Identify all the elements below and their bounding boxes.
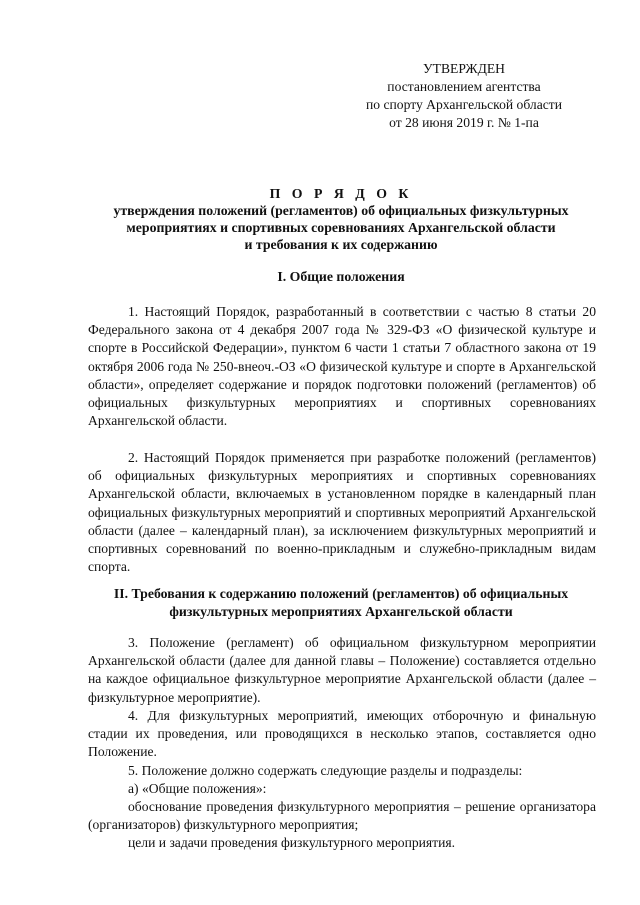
document-title <box>88 185 594 253</box>
title-line-2: мероприятиях и спортивных соревнованиях Архангельской области <box>126 220 556 235</box>
approval-line-1: постановлением агентства <box>387 79 541 94</box>
paragraph-5b: обоснование проведения физкультурного мероприятия – решение организатора (организаторов) физкультурного мероприятия; <box>88 799 596 833</box>
approval-line-2: по спорту Архангельской области <box>366 97 562 112</box>
paragraph-4: 4. Для физкультурных мероприятий, имеющих отборочную и финальную стадии их проведения, или проводящихся в несколько этапов, составляется одно Положение. <box>88 708 596 760</box>
paragraph-2: 2. Настоящий Порядок применяется при разработке положений (регламентов) об официальных физкультурных мероприятиях и спортивных соревнованиях Архангельской области, включаемых в установленном порядке в календарный план официальных физкультурных мероприятий и спортивных мероприятий Архангельской области (далее – календарный план), за исключением физкультурных мероприятий и спортивных соревнований по военно-прикладным и служебно-прикладным видам спорта. <box>88 450 596 575</box>
title-line-3: и требования к их содержанию <box>244 237 438 252</box>
section-2-heading-line-1: II. Требования к содержанию положений (регламентов) об официальных <box>113 586 569 601</box>
approval-heading: УТВЕРЖДЕН <box>423 61 505 76</box>
approval-stamp <box>344 60 584 132</box>
approval-line-3: от 28 июня 2019 г. № 1-па <box>389 115 539 130</box>
paragraph-5a: а) «Общие положения»: <box>128 781 267 796</box>
paragraph-5c: цели и задачи проведения физкультурного мероприятия. <box>128 835 456 850</box>
paragraph-3: 3. Положение (регламент) об официальном физкультурном мероприятии Архангельской области (далее для данной главы – Положение) составляется отдельно на каждое официальное физкультурное мероприятие Архангельской области (далее – физкультурное мероприятие). <box>88 635 596 705</box>
section-1-heading: I. Общие положения <box>277 269 405 284</box>
section-2-heading-line-2: физкультурных мероприятиях Архангельской области <box>169 604 513 619</box>
title-main: П О Р Я Д О К <box>269 186 413 201</box>
paragraph-5: 5. Положение должно содержать следующие разделы и подразделы: <box>128 763 523 778</box>
section-2-heading <box>88 585 594 621</box>
title-line-1: утверждения положений (регламентов) об официальных физкультурных <box>113 203 569 218</box>
paragraph-1: 1. Настоящий Порядок, разработанный в соответствии с частью 8 статьи 20 Федерального закона от 4 декабря 2007 года № 329-ФЗ «О физической культуре и спорте в Российской Федерации», пунктом 6 части 1 статьи 7 областного закона от 19 октября 2006 года № 250-внеоч.-ОЗ «О физической культуре и спорте в Архангельской области», определяет содержание и порядок подготовки положений (регламентов) об официальных физкультурных мероприятиях и спортивных соревнованиях Архангельской области. <box>88 304 596 429</box>
